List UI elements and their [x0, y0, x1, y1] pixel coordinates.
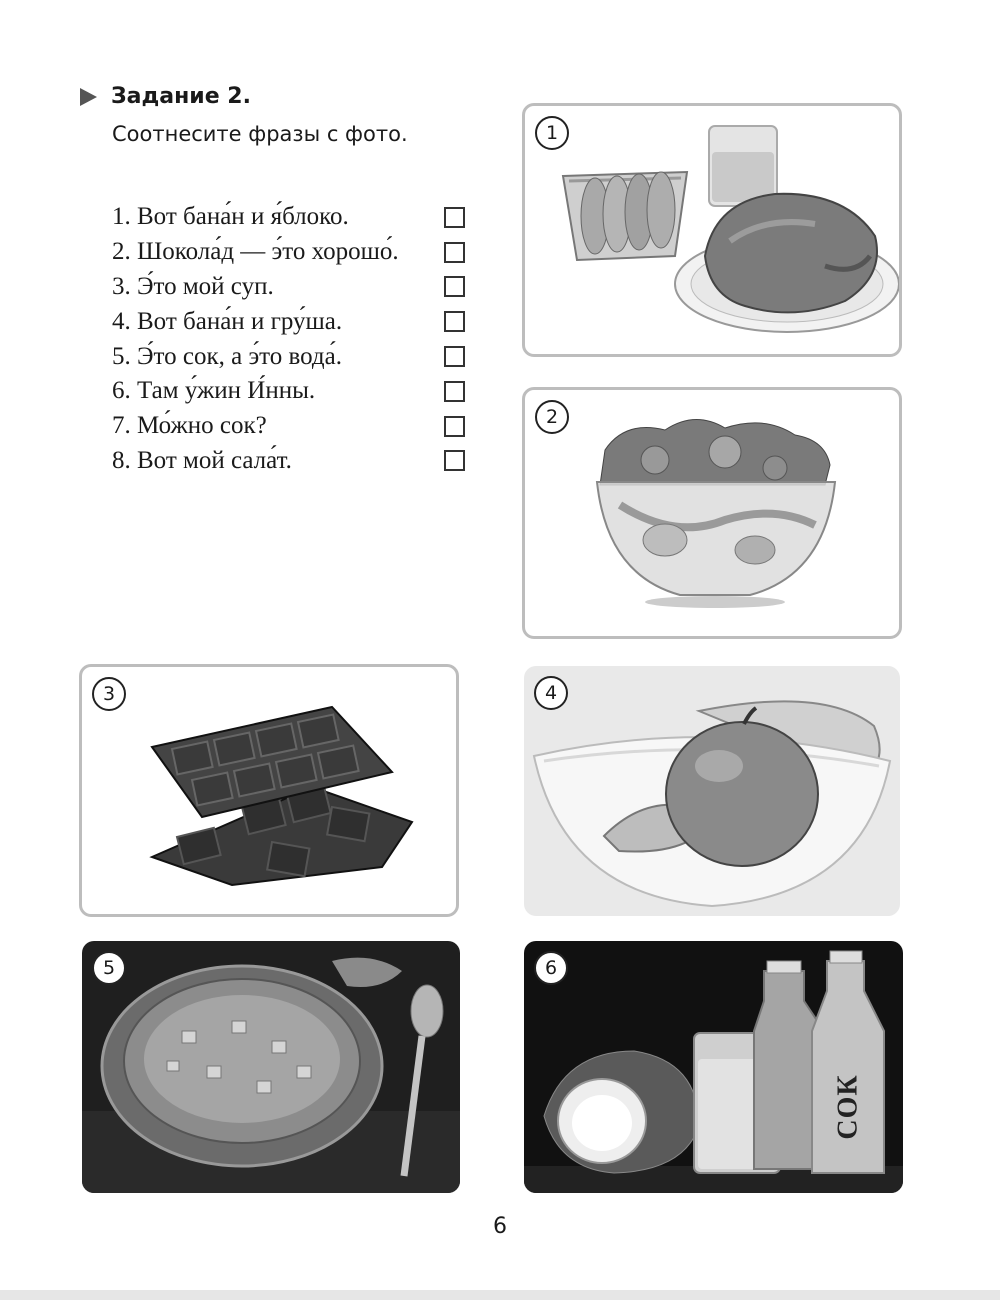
phrase-checkbox[interactable]	[444, 207, 465, 228]
task-title: Задание 2.	[111, 84, 251, 109]
phrase-text: 2. Шокола́д — э́то хорошо́.	[112, 238, 399, 266]
phrase-text: 6. Там у́жин И́нны.	[112, 377, 316, 405]
chocolate-bar-photo-icon	[82, 667, 456, 914]
fruit-bowl-photo-icon	[524, 666, 900, 916]
photo-number: 6	[534, 951, 568, 985]
photo-card-6	[524, 941, 903, 1193]
photo-number: 2	[535, 400, 569, 434]
task-instruction: Соотнесите фразы с фото.	[112, 122, 408, 146]
phrase-item	[112, 339, 465, 374]
phrase-item	[112, 304, 465, 339]
photo-number: 3	[92, 677, 126, 711]
photo-number: 1	[535, 116, 569, 150]
phrase-checkbox[interactable]	[444, 450, 465, 471]
play-marker-icon	[80, 88, 97, 106]
phrase-text: 5. Э́то сок, а э́то вода́.	[112, 342, 342, 370]
phrase-checkbox[interactable]	[444, 242, 465, 263]
soup-bowl-photo-icon	[82, 941, 460, 1193]
photo-number: 5	[92, 951, 126, 985]
phrase-checkbox[interactable]	[444, 311, 465, 332]
page-number: 6	[493, 1214, 507, 1239]
task-header	[80, 84, 251, 109]
phrase-item	[112, 200, 465, 235]
chicken-dinner-photo-icon	[525, 106, 899, 354]
photo-card-1	[522, 103, 902, 357]
photo-card-2	[522, 387, 902, 639]
phrase-text: 1. Вот бана́н и я́блоко.	[112, 203, 349, 231]
phrase-item	[112, 235, 465, 270]
phrase-item	[112, 270, 465, 305]
phrase-text: 7. Мо́жно сок?	[112, 412, 267, 440]
salad-bowl-photo-icon	[525, 390, 899, 636]
phrase-checkbox[interactable]	[444, 346, 465, 367]
photo-number: 4	[534, 676, 568, 710]
phrase-text: 3. Э́то мой суп.	[112, 272, 274, 300]
bottle-label: СОК	[832, 1074, 864, 1140]
phrase-item	[112, 374, 465, 409]
photo-card-3	[79, 664, 459, 917]
photo-card-5	[82, 941, 460, 1193]
phrase-item	[112, 409, 465, 444]
phrase-text: 8. Вот мой сала́т.	[112, 446, 292, 474]
phrase-checkbox[interactable]	[444, 381, 465, 402]
phrase-item	[112, 444, 465, 479]
photo-card-4	[524, 666, 900, 916]
phrase-checkbox[interactable]	[444, 416, 465, 437]
phrase-text: 4. Вот бана́н и гру́ша.	[112, 307, 343, 335]
juice-coconut-photo-icon	[524, 941, 903, 1193]
page-bottom-border	[0, 1290, 1000, 1300]
phrase-list	[112, 200, 465, 478]
phrase-checkbox[interactable]	[444, 276, 465, 297]
